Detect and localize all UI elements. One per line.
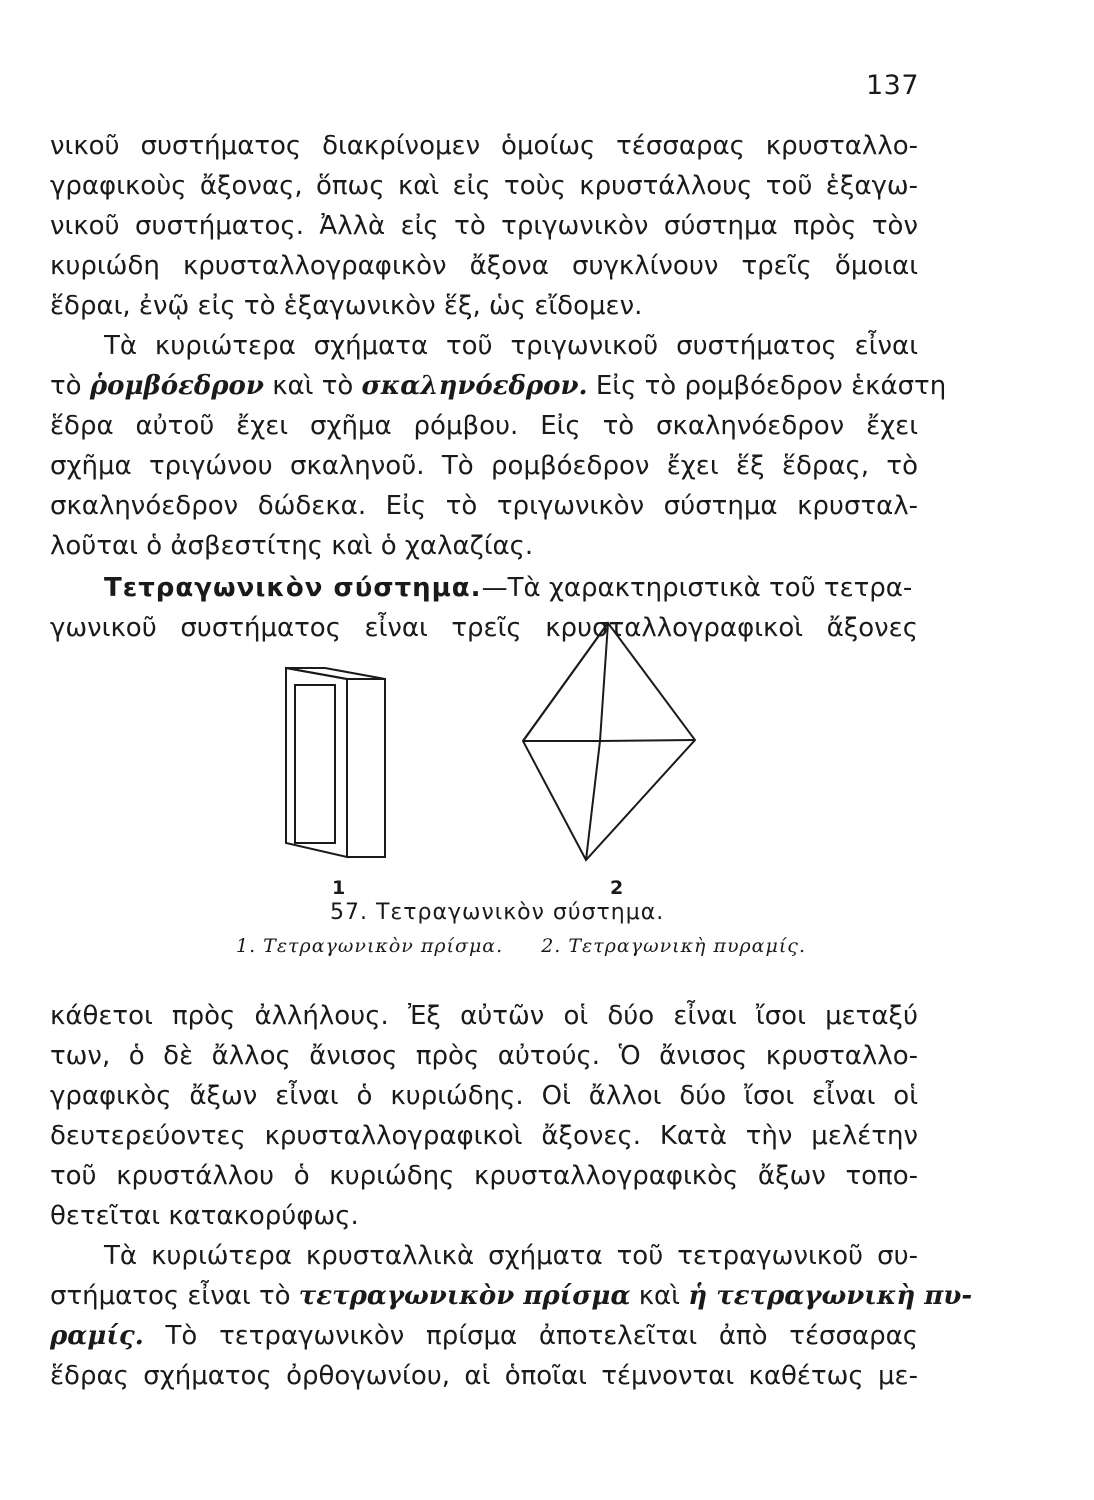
- tetragonal-pyramid-drawing: [523, 623, 695, 860]
- paragraph-4-line: [50, 1276, 973, 1316]
- figure-subcaption: [236, 935, 806, 957]
- pyramid-edge: [600, 623, 608, 741]
- paragraph-1-line: νικοῦ συστήματος διακρίνομεν ὁμοίως τέσσαρας κρυσταλλο-: [50, 131, 918, 161]
- paragraph-2-line: σχῆμα τριγώνου σκαληνοῦ. Τὸ ρομβόεδρον ἔχει ἕξ ἕδρας, τὸ: [50, 451, 918, 481]
- paragraph-4-line: Τὰ κυριώτερα κρυσταλλικὰ σχήματα τοῦ τετραγωνικοῦ συ-: [104, 1241, 918, 1271]
- figure-label-2: 2: [610, 877, 624, 899]
- pyramid-edge: [523, 623, 608, 741]
- emphasis-term: σκαληνόεδρον.: [361, 371, 588, 401]
- paragraph-2-line: ἕδρα αὐτοῦ ἔχει σχῆμα ρόμβου. Εἰς τὸ σκαληνόεδρον ἔχει: [50, 411, 918, 441]
- paragraph-2-line: σκαληνόεδρον δώδεκα. Εἰς τὸ τριγωνικὸν σύστημα κρυσταλ-: [50, 491, 918, 521]
- prism-side-face: [347, 679, 385, 857]
- crystal-drawings: [270, 615, 830, 875]
- paragraph-4-line: ἕδρας σχήματος ὀρθογωνίου, αἱ ὁποῖαι τέμνονται καθέτως με-: [50, 1361, 918, 1391]
- figure-label-1: 1: [332, 877, 346, 899]
- paragraph-2-line: Τὰ κυριώτερα σχήματα τοῦ τριγωνικοῦ συστήματος εἶναι: [104, 331, 918, 361]
- paragraph-3-line: θετεῖται κατακορύφως.: [50, 1201, 359, 1231]
- section-heading: Τετραγωνικὸν σύστημα.: [104, 573, 482, 603]
- tetragonal-prism-drawing: [286, 668, 385, 857]
- emphasis-term: ἡ τετραγωνικὴ πυ-: [688, 1281, 973, 1311]
- emphasis-term: ραμίς.: [50, 1321, 144, 1351]
- emphasis-term: ῥομβόεδρον: [89, 371, 264, 401]
- paragraph-1-line: κυριώδη κρυσταλλογραφικὸν ἄξονα συγκλίνουν τρεῖς ὅμοιαι: [50, 251, 918, 281]
- emphasis-term: τετραγωνικὸν πρίσμα: [298, 1281, 631, 1311]
- paragraph-4-line: [50, 1316, 918, 1356]
- paragraph-3-line: δευτερεύοντες κρυσταλλογραφικοὶ ἄξονες. Κατὰ τὴν μελέτην: [50, 1121, 918, 1151]
- paragraph-3-line: κάθετοι πρὸς ἀλλήλους. Ἐξ αὐτῶν οἱ δύο εἶναι ἴσοι μεταξύ: [50, 1001, 918, 1031]
- section-heading-line: [104, 568, 918, 608]
- paragraph-2-line: [50, 366, 947, 406]
- paragraph-2-line: λοῦται ὁ ἀσβεστίτης καὶ ὁ χαλαζίας.: [50, 531, 534, 561]
- figure-57: [270, 615, 830, 899]
- paragraph-3-line: τοῦ κρυστάλλου ὁ κυριώδης κρυσταλλογραφικὸς ἄξων τοπο-: [50, 1161, 918, 1191]
- paragraph-1-line: γραφικοὺς ἄξονας, ὅπως καὶ εἰς τοὺς κρυστάλλους τοῦ ἑξαγω-: [50, 171, 918, 201]
- text-span: τὸ: [50, 371, 82, 401]
- pyramid-edge: [600, 740, 695, 741]
- page-number: 137: [866, 70, 920, 101]
- text-span: καὶ: [638, 1281, 680, 1311]
- paragraph-1-line: ἕδραι, ἐνῷ εἰς τὸ ἑξαγωνικὸν ἕξ, ὡς εἴδομεν.: [50, 291, 643, 321]
- text-span: στήματος εἶναι τὸ: [50, 1281, 291, 1311]
- figure-caption: 57. Τετραγωνικὸν σύστημα.: [330, 900, 665, 925]
- pyramid-edge: [586, 741, 600, 860]
- subcaption-item-1: 1. Τετραγωνικὸν πρίσμα.: [236, 935, 504, 957]
- paragraph-3-line: των, ὁ δὲ ἄλλος ἄνισος πρὸς αὐτούς. Ὁ ἄνισος κρυσταλλο-: [50, 1041, 918, 1071]
- paragraph-1-line: νικοῦ συστήματος. Ἀλλὰ εἰς τὸ τριγωνικὸν σύστημα πρὸς τὸν: [50, 211, 918, 241]
- text-span: —Τὰ χαρακτηριστικὰ τοῦ τετρα-: [481, 573, 913, 603]
- prism-face-inset: [295, 685, 335, 843]
- text-span: Εἰς τὸ ρομβόεδρον ἑκάστη: [595, 371, 947, 401]
- section-line: γωνικοῦ συστήματος εἶναι τρεῖς κρυσταλλογραφικοὶ ἄξονες: [50, 613, 918, 643]
- subcaption-item-2: 2. Τετραγωνικὴ πυραμίς.: [541, 935, 806, 957]
- paragraph-3-line: γραφικὸς ἄξων εἶναι ὁ κυριώδης. Οἱ ἄλλοι δύο ἴσοι εἶναι οἱ: [50, 1081, 918, 1111]
- text-span: Τὸ τετραγωνικὸν πρίσμα ἀποτελεῖται ἀπὸ τέσσαρας: [165, 1321, 919, 1351]
- text-span: καὶ τὸ: [272, 371, 354, 401]
